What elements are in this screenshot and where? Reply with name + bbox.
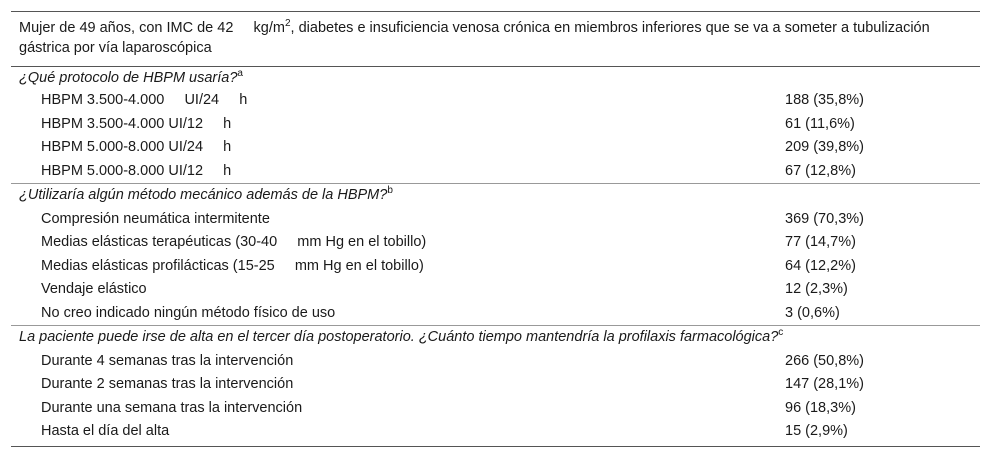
row-value: 96 (18,3%) <box>785 399 856 416</box>
table-row <box>11 113 980 137</box>
section-title-hbpm-protocol <box>11 67 980 89</box>
table-body <box>11 67 980 447</box>
row-value: 188 (35,8%) <box>785 92 864 108</box>
section-title-prophylaxis-duration <box>11 326 980 350</box>
section-title-mechanical-method <box>11 184 980 208</box>
table-row <box>11 302 980 326</box>
row-label: Compresión neumática intermitente <box>41 210 270 227</box>
header-superscript: 2 <box>284 18 291 30</box>
table-row <box>11 255 980 279</box>
row-value: 147 (28,1%) <box>785 376 864 392</box>
row-value: 369 (70,3%) <box>785 210 864 227</box>
row-label: Durante una semana tras la intervención <box>41 399 303 416</box>
table-header <box>11 11 980 67</box>
row-label: HBPM 5.000-8.000 UI/12 h <box>41 162 232 179</box>
row-label: HBPM 3.500-4.000 UI/12 h <box>41 115 232 132</box>
row-label: Hasta el día del alta <box>41 423 170 439</box>
table-row <box>11 373 980 397</box>
row-value: 61 (11,6%) <box>785 115 855 132</box>
row-value: 15 (2,9%) <box>785 423 848 439</box>
row-label: Medias elásticas terapéuticas (30-40 mm Hg en el tobillo) <box>41 234 427 250</box>
survey-table <box>11 11 980 447</box>
row-label: HBPM 3.500-4.000 UI/24 h <box>41 92 248 108</box>
row-label: Vendaje elástico <box>41 281 147 297</box>
section-note: a <box>237 68 243 80</box>
table-row <box>11 397 980 421</box>
table-row <box>11 231 980 255</box>
row-value: 64 (12,2%) <box>785 257 856 274</box>
section-note: b <box>387 185 393 197</box>
table-row <box>11 160 980 184</box>
table-row <box>11 136 980 160</box>
header-text-1: Mujer de 49 años, con IMC de 42 kg/m <box>19 20 285 36</box>
row-label: Durante 4 semanas tras la intervención <box>41 352 294 369</box>
section-title-text: La paciente puede irse de alta en el tercer día postoperatorio. ¿Cuánto tiempo mantendría la profilaxis farmacológica? <box>19 329 779 345</box>
row-value: 12 (2,3%) <box>785 281 848 297</box>
row-value: 3 (0,6%) <box>785 304 840 321</box>
table-row <box>11 208 980 232</box>
row-value: 266 (50,8%) <box>785 352 864 369</box>
section-note: c <box>778 327 784 339</box>
row-label: Medias elásticas profilácticas (15-25 mm Hg en el tobillo) <box>41 257 424 274</box>
row-label: HBPM 5.000-8.000 UI/24 h <box>41 139 232 155</box>
row-label: Durante 2 semanas tras la intervención <box>41 376 294 392</box>
row-value: 77 (14,7%) <box>785 234 856 250</box>
section-title-text: ¿Utilizaría algún método mecánico además de la HBPM? <box>19 187 388 203</box>
row-value: 209 (39,8%) <box>785 139 864 155</box>
header-text-2: , diabetes e insuficiencia venosa crónica en miembros inferiores que se va a someter a tubulización gástrica por vía laparoscópica <box>19 20 930 56</box>
row-value: 67 (12,8%) <box>785 162 856 179</box>
section-title-text: ¿Qué protocolo de HBPM usaría? <box>19 70 238 86</box>
table-row <box>11 278 980 302</box>
row-label: No creo indicado ningún método físico de uso <box>41 304 336 321</box>
table-row <box>11 89 980 113</box>
table-row <box>11 350 980 374</box>
table-row <box>11 420 980 444</box>
